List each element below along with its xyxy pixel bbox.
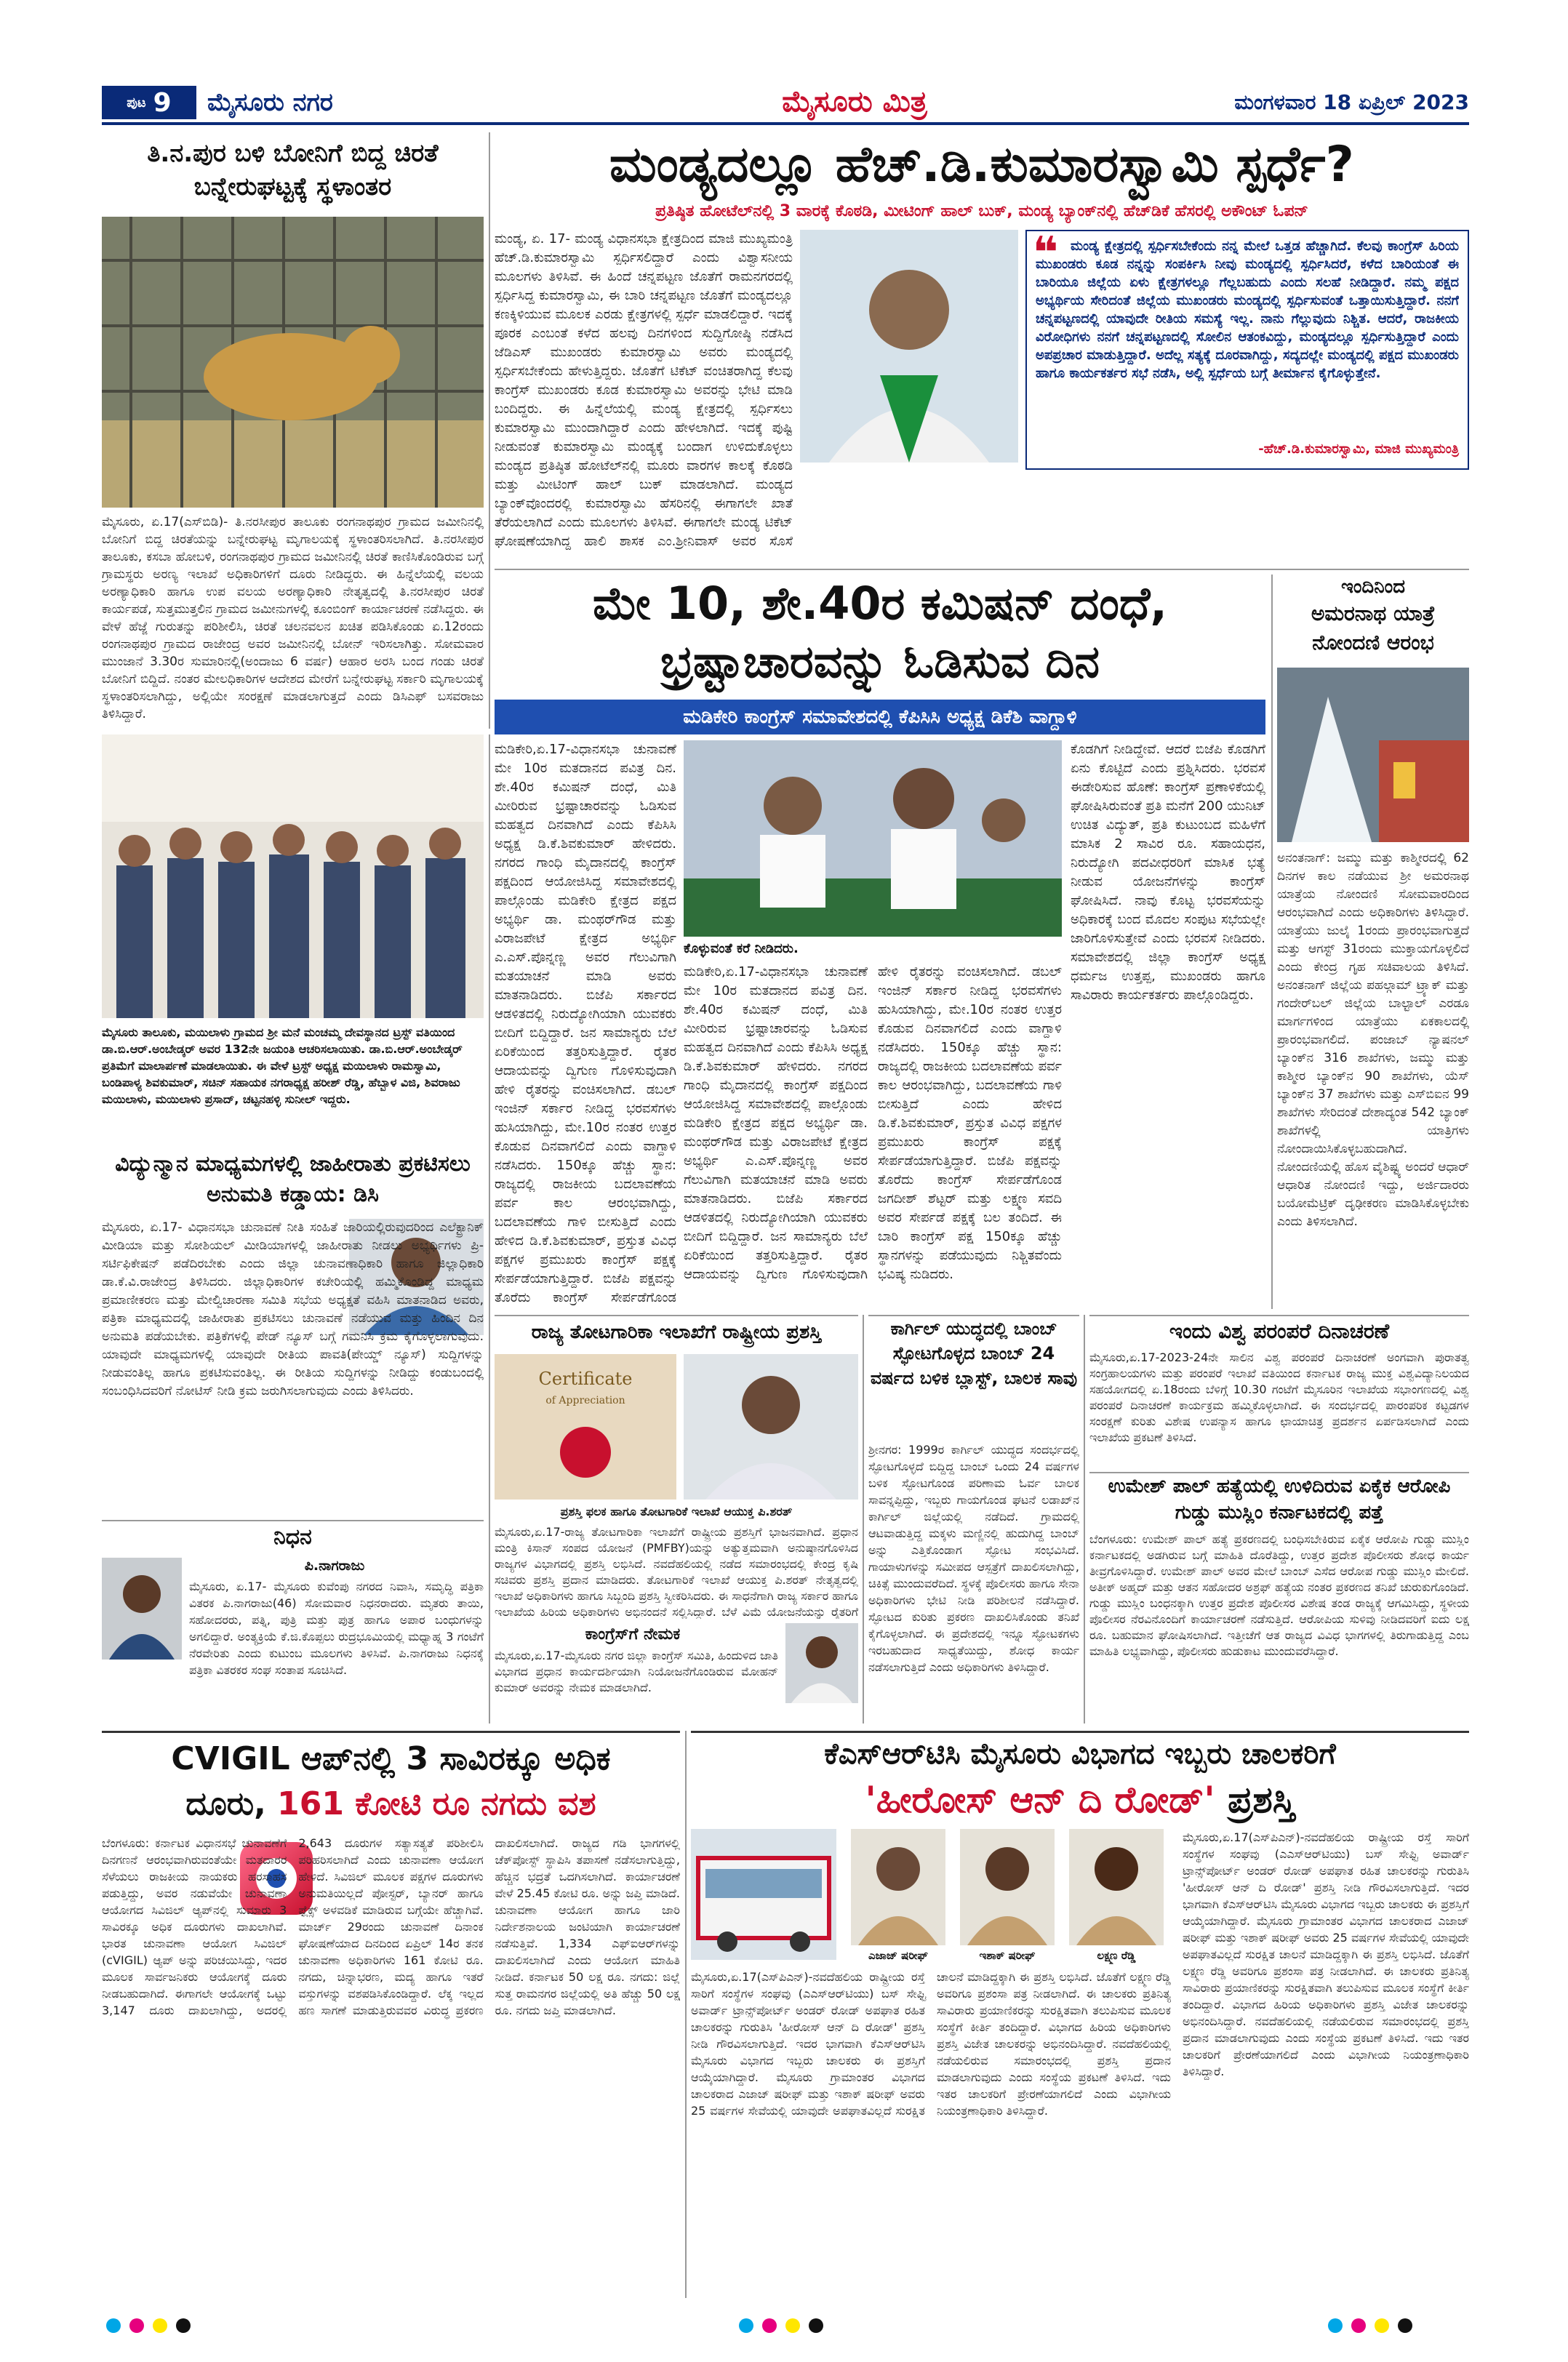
ksrtc-headline-3: ಪ್ರಶಸ್ತಿ <box>1228 1779 1295 1821</box>
page-number-box <box>102 86 196 119</box>
ksrtc-headline-row <box>691 1777 1469 1823</box>
column-rule <box>685 1731 687 2298</box>
certificate-title: Certificate <box>538 1369 633 1389</box>
dks-headline-1: ಮೇ 10, ಶೇ.40ರ ಕಮಿಷನ್ ದಂಧೆ, <box>593 577 1167 630</box>
leopard-story <box>102 132 484 729</box>
election-notice-body: ಮೈಸೂರು, ಏ.17- ವಿಧಾನಸಭಾ ಚುನಾವಣೆ ನೀತಿ ಸಂಹಿತೆ ಜಾರಿಯಲ್ಲಿರುವುದರಿಂದ ಎಲೆಕ್ಟ್ರಾನಿಕ್ ಮೀಡಿಯಾ ಮತ್ತು ಸೋಶಿಯಲ್ ಮೀಡಿಯಾಗಳಲ್ಲಿ ಜಾಹೀರಾತು ನೀಡಲು ಅಭ್ಯರ್ಥಿಗಳು ಪ್ರಿ-ಸರ್ಟಿಫಿಕೇಷನ್ ಪಡೆದಿರಬೇಕು ಎಂದು ಜಿಲ್ಲಾ ಚುನಾವಣಾಧಿಕಾರಿ ಹಾಗೂ ಜಿಲ್ಲಾಧಿಕಾರಿ ಡಾ.ಕೆ.ವಿ.ರಾಜೇಂದ್ರ ತಿಳಿಸಿದರು. ಜಿಲ್ಲಾಧಿಕಾರಿಗಳ ಕಚೇರಿಯಲ್ಲಿ ಹಮ್ಮಿಕೊಂಡಿದ್ದ ಮಾಧ್ಯಮ ಪ್ರಮಾಣೀಕರಣ ಮತ್ತು ಮೇಲ್ವಿಚಾರಣಾ ಸಮಿತಿ ಸಭೆಯ ಅಧ್ಯಕ್ಷತೆ ವಹಿಸಿ ಮಾತನಾಡಿದ ಅವರು, ಪತ್ರಿಕಾ ಮಾಧ್ಯಮದಲ್ಲಿ ಜಾಹೀರಾತು ಪ್ರಕಟಿಸಲು ಚುನಾವಣೆ ನಡೆಯುವ ಮತ್ತು ಹಿಂದಿನ ದಿನ ಅನುಮತಿ ಪಡೆಯಬೇಕು. ಪತ್ರಿಕೆಗಳಲ್ಲಿ ಪೇಡ್ ನ್ಯೂಸ್ ಬಗ್ಗೆ ಗಮನಿಸಿ ಕ್ರಮ ಕೈಗೊಳ್ಳಲಾಗುವುದು. ಯಾವುದೇ ಮಾಧ್ಯಮಗಳಲ್ಲಿ ಯಾವುದೇ ರೀತಿಯ ಪಾವತಿ(ಪೇಯ್ಡ್ ನ್ಯೂಸ್) ಸುದ್ದಿಗಳನ್ನು ನೀಡುವಂತಿಲ್ಲ ಹಾಗೂ ಪ್ರಕಟಿಸುವಂತಿಲ್ಲ. ಈ ರೀತಿಯ ಸುದ್ದಿಗಳನ್ನು ನೀಡಿದ್ದು ಕಂಡುಬಂದಲ್ಲಿ ಸಂಬಂಧಿಸಿದವರಿಗೆ ನೋಟಿಸ್ ನೀಡಿ ಕ್ರಮ ಜರುಗಿಸಲಾಗುವುದು ಎಂದು ತಿಳಿಸಿದರು. <box>102 1220 484 1398</box>
amarnath-kicker: ಇಂದಿನಿಂದ <box>1341 576 1405 598</box>
masthead-logo: ಮೈಸೂರು ಮಿತ್ರ <box>782 85 927 119</box>
leopard-headline: ತಿ.ನ.ಪುರ ಬಳಿ ಬೋನಿಗೆ ಬಿದ್ದ ಚಿರತೆ ಬನ್ನೇರುಘಟ್ಟಕ್ಕೆ ಸ್ಥಳಾಂತರ <box>147 139 439 201</box>
column-rule <box>863 1315 864 1724</box>
driver-photo-3 <box>1069 1829 1164 1945</box>
certificate-photo <box>495 1354 676 1500</box>
dks-body-left: ಮಡಿಕೇರಿ,ಏ.17-ವಿಧಾನಸಭಾ ಚುನಾವಣೆ ಮೇ 10ರ ಮತದಾನದ ಪವಿತ್ರ ದಿನ. ಶೇ.40ರ ಕಮಿಷನ್ ದಂಧೆ, ಮಿತಿ ಮೀರಿರುವ ಭ್ರಷ್ಟಾಚಾರವನ್ನು ಓಡಿಸುವ ಮಹತ್ವದ ದಿನವಾಗಿದೆ ಎಂದು ಕೆಪಿಸಿಸಿ ಅಧ್ಯಕ್ಷ ಡಿ.ಕೆ.ಶಿವಕುಮಾರ್ ಹೇಳಿದರು. ನಗರದ ಗಾಂಧಿ ಮೈದಾನದಲ್ಲಿ ಕಾಂಗ್ರೆಸ್ ಪಕ್ಷದಿಂದ ಆಯೋಜಿಸಿದ್ದ ಸಮಾವೇಶದಲ್ಲಿ ಪಾಲ್ಗೊಂಡು ಮಡಿಕೇರಿ ಕ್ಷೇತ್ರದ ಪಕ್ಷದ ಅಭ್ಯರ್ಥಿ ಡಾ. ಮಂಥರ್‌ಗೌಡ ಮತ್ತು ವಿರಾಜಪೇಟೆ ಕ್ಷೇತ್ರದ ಅಭ್ಯರ್ಥಿ ಎ.ಎಸ್.ಪೊನ್ನಣ್ಣ ಅವರ ಗೆಲುವಿಗಾಗಿ ಮತಯಾಚನೆ ಮಾಡಿ ಅವರು ಮಾತನಾಡಿದರು. ಬಿಜೆಪಿ ಸರ್ಕಾರದ ಆಡಳಿತದಲ್ಲಿ ನಿರುದ್ಯೋಗಿಯಾಗಿ ಯುವಕರು ಬೀದಿಗೆ ಬಿದ್ದಿದ್ದಾರೆ. ಜನ ಸಾಮಾನ್ಯರು ಬೆಲೆ ಏರಿಕೆಯಿಂದ ತತ್ತರಿಸುತ್ತಿದ್ದಾರೆ. ರೈತರ ಆದಾಯವನ್ನು ದ್ವಿಗುಣ ಗೊಳಿಸುವುದಾಗಿ ಹೇಳಿ ರೈತರನ್ನು ವಂಚಿಸಲಾಗಿದೆ. ಡಬಲ್ ಇಂಜಿನ್ ಸರ್ಕಾರ ನೀಡಿದ್ದ ಭರವಸೆಗಳು ಹುಸಿಯಾಗಿದ್ದು, ಮೇ.10ರ ನಂತರ ಉತ್ತರ ಕೊಡುವ ದಿನವಾಗಲಿದೆ ಎಂದು ವಾಗ್ದಾಳಿ ನಡೆಸಿದರು. 150ಕ್ಕೂ ಹೆಚ್ಚು ಸ್ಥಾನ: ರಾಜ್ಯದಲ್ಲಿ ರಾಜಕೀಯ ಬದಲಾವಣೆಯ ಪರ್ವ ಕಾಲ ಆರಂಭವಾಗಿದ್ದು, ಬದಲಾವಣೆಯ ಗಾಳಿ ಬೀಸುತ್ತಿದೆ ಎಂದು ಹೇಳಿದ ಡಿ.ಕೆ.ಶಿವಕುಮಾರ್, ಪ್ರಸ್ತುತ ವಿವಿಧ ಪಕ್ಷಗಳ ಪ್ರಮುಖರು ಕಾಂಗ್ರೆಸ್ ಪಕ್ಷಕ್ಕೆ ಸೇರ್ಪಡೆಯಾಗುತ್ತಿದ್ದಾರೆ. ಬಿಜೆಪಿ ಪಕ್ಷವನ್ನು ತೊರೆದು ಕಾಂಗ್ರೆಸ್ ಸೇರ್ಪಡೆಗೊಂಡ <box>495 742 676 1305</box>
hdk-body: ಮಂಡ್ಯ, ಏ. 17- ಮಂಡ್ಯ ವಿಧಾನಸಭಾ ಕ್ಷೇತ್ರದಿಂದ ಮಾಜಿ ಮುಖ್ಯಮಂತ್ರಿ ಹೆಚ್.ಡಿ.ಕುಮಾರಸ್ವಾಮಿ ಸ್ಪರ್ಧಿಸಲಿದ್ದಾರೆ ಎಂದು ವಿಶ್ವಾಸನೀಯ ಮೂಲಗಳು ತಿಳಿಸಿವೆ. ಈ ಹಿಂದೆ ಚನ್ನಪಟ್ಟಣ ಜೊತೆಗೆ ರಾಮನಗರದಲ್ಲಿ ಸ್ಪರ್ಧಿಸಿದ್ದ ಕುಮಾರಸ್ವಾಮಿ, ಈ ಬಾರಿ ಚನ್ನಪಟ್ಟಣ ಜೊತೆಗೆ ಮಂಡ್ಯದಲ್ಲೂ ಕಣಕ್ಕಿಳಿಯುವ ಮೂಲಕ ಎರಡು ಕ್ಷೇತ್ರಗಳಲ್ಲಿ ಸ್ಪರ್ಧೆ ಮಾಡಲಿದ್ದಾರೆ. ಇದಕ್ಕೆ ಪೂರಕ ಎಂಬಂತೆ ಕಳೆದ ಹಲವು ದಿನಗಳಿಂದ ಸುದ್ದಿಗೋಷ್ಠಿ ನಡೆಸಿದ ಜೆಡಿಎಸ್ ಮುಖಂಡರು ಕುಮಾರಸ್ವಾಮಿ ಅವರು ಮಂಡ್ಯದಲ್ಲಿ ಸ್ಪರ್ಧಿಸಬೇಕೆಂದು ಹೇಳುತ್ತಿದ್ದರು. ಜೊತೆಗೆ ಟಿಕೆಟ್ ವಂಚಿತರಾಗಿದ್ದ ಕೆಲವು ಕಾಂಗ್ರೆಸ್ ಮುಖಂಡರು ಕೂಡ ಕುಮಾರಸ್ವಾಮಿ ಅವರನ್ನು ಭೇಟಿ ಮಾಡಿ ಬಂದಿದ್ದರು. ಈ ಹಿನ್ನೆಲೆಯಲ್ಲಿ ಮಂಡ್ಯ ಕ್ಷೇತ್ರದಲ್ಲಿ ಸ್ಪರ್ಧಿಸಲು ಕುಮಾರಸ್ವಾಮಿ ಮುಂದಾಗಿದ್ದಾರೆ ಎಂದು ಹೇಳಲಾಗಿದೆ. ಇದಕ್ಕೆ ಪುಷ್ಟಿ ನೀಡುವಂತೆ ಕುಮಾರಸ್ವಾಮಿ ಮಂಡ್ಯಕ್ಕೆ ಬಂದಾಗ ಉಳಿದುಕೊಳ್ಳಲು ಮಂಡ್ಯದ ಪ್ರತಿಷ್ಠಿತ ಹೋಟೆಲ್‌ನಲ್ಲಿ ಮೂರು ವಾರಗಳ ಕಾಲಕ್ಕೆ ಕೊಠಡಿ ಮತ್ತು ಮೀಟಿಂಗ್ ಹಾಲ್ ಬುಕ್ ಮಾಡಲಾಗಿದೆ. ಮಂಡ್ಯದ ಬ್ಯಾಂಕ್‌ವೊಂದರಲ್ಲಿ ಕುಮಾರಸ್ವಾಮಿ ಹೆಸರಿನಲ್ಲಿ ಈಗಾಗಲೇ ಖಾತೆ ತೆರೆಯಲಾಗಿದೆ ಎಂದು ಮೂಲಗಳು ತಿಳಿಸಿವೆ. ಈಗಾಗಲೇ ಮಂಡ್ಯ ಟಿಕೆಟ್ ಘೋಷಣೆಯಾಗಿದ್ದ ಹಾಲಿ ಶಾಸಕ ಎಂ.ಶ್ರೀನಿವಾಸ್ ಅವರ ಸೊಸೆ <box>495 231 793 549</box>
ksrtc-story <box>691 1731 1469 2298</box>
driver-photo-1 <box>851 1829 945 1945</box>
leopard-body: ಮೈಸೂರು, ಏ.17(ಎಸ್‌ಬಿಡಿ)- ತಿ.ನರಸೀಪುರ ತಾಲೂಕು ರಂಗನಾಥಪುರ ಗ್ರಾಮದ ಜಮೀನಿನಲ್ಲಿ ಬೋನಿಗೆ ಬಿದ್ದ ಚಿರತೆಯನ್ನು ಬನ್ನೇರುಘಟ್ಟ ಮೃಗಾಲಯಕ್ಕೆ ಸ್ಥಳಾಂತರಿಸಲಾಗಿದೆ. ತಿ.ನರಸೀಪುರ ತಾಲೂಕು, ಕಸಬಾ ಹೋಬಳಿ, ರಂಗನಾಥಪುರ ಗ್ರಾಮದ ಜಮೀನಿನಲ್ಲಿ ಚಿರತೆ ಕಾಣಿಸಿಕೊಂಡಿರುವ ಬಗ್ಗೆ ಗ್ರಾಮಸ್ಥರು ಅರಣ್ಯ ಇಲಾಖೆ ಅಧಿಕಾರಿಗಳಿಗೆ ದೂರು ನೀಡಿದ್ದರು. ಈ ಹಿನ್ನೆಲೆಯಲ್ಲಿ ವಲಯ ಅರಣ್ಯಾಧಿಕಾರಿ ಹಾಗೂ ಉಪ ವಲಯ ಅರಣ್ಯಾಧಿಕಾರಿ ನೇತೃತ್ವದಲ್ಲಿ ತಿ.ನರಸೀಪುರ ಚಿರತೆ ಕಾರ್ಯಪಡೆ, ಸುತ್ತಮುತ್ತಲಿನ ಗ್ರಾಮದ ಜಮೀನುಗಳಲ್ಲಿ ಕೂಂಬಿಂಗ್ ಕಾರ್ಯಾಚರಣೆ ನಡೆಸಿದ್ದರು. ಈ ವೇಳೆ ಹೆಜ್ಜೆ ಗುರುತನ್ನು ಪರಿಶೀಲಿಸಿ, ಚಿರತೆ ಚಲನವಲನ ಖಚಿತ ಪಡಿಸಿಕೊಂಡು ಏ.12ರಂದು ರಂಗನಾಥಪುರ ಗ್ರಾಮದ ರಾಜೇಂದ್ರ ಅವರ ಜಮೀನಿನಲ್ಲಿ ಬೋನ್ ಇರಿಸಲಾಗಿತ್ತು. ಸೋಮವಾರ ಮುಂಜಾನೆ 3.30ರ ಸುಮಾರಿನಲ್ಲಿ(ಅಂದಾಜು 6 ವರ್ಷ) ಆಹಾರ ಅರಸಿ ಬಂದ ಗಂಡು ಚಿರತೆ ಬೋನಿಗೆ ಬಿದ್ದಿದೆ. ನಂತರ ಮೇಲಧಿಕಾರಿಗಳ ಆದೇಶದ ಮೇರೆಗೆ ಬನ್ನೇರುಘಟ್ಟ ಸರ್ಕಾರಿ ಮೃಗಾಲಯಕ್ಕೆ ಸ್ಥಳಾಂತರಿಸಲಾಗಿದ್ದು, ಅಲ್ಲಿಯೇ ಸಂರಕ್ಷಣೆ ಮಾಡಲಾಗುತ್ತದೆ ಎಂದು ಡಿಸಿಎಫ್ ಬಸವರಾಜು ತಿಳಿಸಿದ್ದಾರೆ. <box>102 515 484 721</box>
driver-name-3: ಲಕ್ಷ್ಮಣ ರೆಡ್ಡಿ <box>1097 1949 1136 1962</box>
appointee-photo <box>785 1623 858 1703</box>
person-photo-icon <box>1069 1829 1164 1945</box>
dks-body-middle: ಮಡಿಕೇರಿ,ಏ.17-ವಿಧಾನಸಭಾ ಚುನಾವಣೆ ಮೇ 10ರ ಮತದಾನದ ಪವಿತ್ರ ದಿನ. ಶೇ.40ರ ಕಮಿಷನ್ ದಂಧೆ, ಮಿತಿ ಮೀರಿರುವ ಭ್ರಷ್ಟಾಚಾರವನ್ನು ಓಡಿಸುವ ಮಹತ್ವದ ದಿನವಾಗಿದೆ ಎಂದು ಕೆಪಿಸಿಸಿ ಅಧ್ಯಕ್ಷ ಡಿ.ಕೆ.ಶಿವಕುಮಾರ್ ಹೇಳಿದರು. ನಗರದ ಗಾಂಧಿ ಮೈದಾನದಲ್ಲಿ ಕಾಂಗ್ರೆಸ್ ಪಕ್ಷದಿಂದ ಆಯೋಜಿಸಿದ್ದ ಸಮಾವೇಶದಲ್ಲಿ ಪಾಲ್ಗೊಂಡು ಮಡಿಕೇರಿ ಕ್ಷೇತ್ರದ ಪಕ್ಷದ ಅಭ್ಯರ್ಥಿ ಡಾ. ಮಂಥರ್‌ಗೌಡ ಮತ್ತು ವಿರಾಜಪೇಟೆ ಕ್ಷೇತ್ರದ ಅಭ್ಯರ್ಥಿ ಎ.ಎಸ್.ಪೊನ್ನಣ್ಣ ಅವರ ಗೆಲುವಿಗಾಗಿ ಮತಯಾಚನೆ ಮಾಡಿ ಅವರು ಮಾತನಾಡಿದರು. ಬಿಜೆಪಿ ಸರ್ಕಾರದ ಆಡಳಿತದಲ್ಲಿ ನಿರುದ್ಯೋಗಿಯಾಗಿ ಯುವಕರು ಬೀದಿಗೆ ಬಿದ್ದಿದ್ದಾರೆ. ಜನ ಸಾಮಾನ್ಯರು ಬೆಲೆ ಏರಿಕೆಯಿಂದ ತತ್ತರಿಸುತ್ತಿದ್ದಾರೆ. ರೈತರ ಆದಾಯವನ್ನು ದ್ವಿಗುಣ ಗೊಳಿಸುವುದಾಗಿ ಹೇಳಿ ರೈತರನ್ನು ವಂಚಿಸಲಾಗಿದೆ. ಡಬಲ್ ಇಂಜಿನ್ ಸರ್ಕಾರ ನೀಡಿದ್ದ ಭರವಸೆಗಳು ಹುಸಿಯಾಗಿದ್ದು, ಮೇ.10ರ ನಂತರ ಉತ್ತರ ಕೊಡುವ ದಿನವಾಗಲಿದೆ ಎಂದು ವಾಗ್ದಾಳಿ ನಡೆಸಿದರು. 150ಕ್ಕೂ ಹೆಚ್ಚು ಸ್ಥಾನ: ರಾಜ್ಯದಲ್ಲಿ ರಾಜಕೀಯ ಬದಲಾವಣೆಯ ಪರ್ವ ಕಾಲ ಆರಂಭವಾಗಿದ್ದು, ಬದಲಾವಣೆಯ ಗಾಳಿ ಬೀಸುತ್ತಿದೆ ಎಂದು ಹೇಳಿದ ಡಿ.ಕೆ.ಶಿವಕುಮಾರ್, ಪ್ರಸ್ತುತ ವಿವಿಧ ಪಕ್ಷಗಳ ಪ್ರಮುಖರು ಕಾಂಗ್ರೆಸ್ ಪಕ್ಷಕ್ಕೆ ಸೇರ್ಪಡೆಯಾಗುತ್ತಿದ್ದಾರೆ. ಬಿಜೆಪಿ ಪಕ್ಷವನ್ನು ತೊರೆದು ಕಾಂಗ್ರೆಸ್ ಸೇರ್ಪಡೆಗೊಂಡ ಜಗದೀಶ್ ಶೆಟ್ಟರ್ ಮತ್ತು ಲಕ್ಷ್ಮಣ ಸವದಿ ಅವರ ಸೇರ್ಪಡೆ ಪಕ್ಷಕ್ಕೆ ಬಲ ತಂದಿದೆ. ಈ ಬಾರಿ ಕಾಂಗ್ರೆಸ್ ಪಕ್ಷ 150ಕ್ಕೂ ಹೆಚ್ಚು ಸ್ಥಾನಗಳನ್ನು ಪಡೆಯುವುದು ನಿಶ್ಚಿತವೆಂದು ಭವಿಷ್ಯ ನುಡಿದರು. <box>684 964 1062 1282</box>
ksrtc-headline-2: 'ಹೀರೋಸ್ ಆನ್ ದಿ ರೋಡ್' <box>865 1779 1215 1821</box>
leopard-cage-icon <box>102 217 484 508</box>
bus-icon <box>691 1829 836 1960</box>
driver-photo-2 <box>960 1829 1055 1945</box>
cvigil-headline-red: 161 ಕೋಟಿ ರೂ ನಗದು ವಶ <box>277 1785 596 1822</box>
footer-registration <box>102 2313 1469 2342</box>
election-notice-headline: ವಿದ್ಯುನ್ಮಾನ ಮಾಧ್ಯಮಗಳಲ್ಲಿ ಜಾಹೀರಾತು ಪ್ರಕಟಿಸಲು ಅನುಮತಿ ಕಡ್ಡಾಯ: ಡಿಸಿ <box>115 1151 471 1207</box>
horticulture-headline: ರಾಜ್ಯ ತೋಟಗಾರಿಕಾ ಇಲಾಖೆಗೆ ರಾಷ್ಟ್ರೀಯ ಪ್ರಶಸ್ತಿ <box>531 1321 822 1343</box>
congress-appoint-box <box>495 1623 858 1724</box>
congress-appoint-body: ಮೈಸೂರು,ಏ.17-ಮೈಸೂರು ನಗರ ಜಿಲ್ಲಾ ಕಾಂಗ್ರೆಸ್ ಸಮಿತಿ, ಹಿಂದುಳಿದ ಜಾತಿ ವಿಭಾಗದ ಪ್ರಧಾನ ಕಾರ್ಯದರ್ಶಿಯಾಗಿ ನಿಯೋಜನೆಗೊಂಡಿರುವ ಮೋಹನ್ ಕುಮಾರ್ ಅವರನ್ನು ನೇಮಕ ಮಾಡಲಾಗಿದೆ. <box>495 1649 778 1694</box>
person-photo-icon <box>960 1829 1055 1945</box>
column-rule <box>489 132 490 729</box>
person-photo-icon <box>684 1354 858 1500</box>
section-name: ಮೈಸೂರು ನಗರ <box>207 88 333 117</box>
group-photo-block <box>102 734 484 1142</box>
obituary-heading: ನಿಧನ <box>273 1524 312 1550</box>
person-photo-icon <box>102 1558 182 1660</box>
horticulture-caption: ಪ್ರಶಸ್ತಿ ಫಲಕ ಹಾಗೂ ತೋಟಗಾರಿಕೆ ಇಲಾಖೆ ಆಯುಕ್ತ ಪಿ.ಶರತ್ <box>560 1505 793 1518</box>
election-notice-story <box>102 1149 484 1513</box>
cvigil-headline-2: ದೂರು, <box>185 1785 266 1822</box>
horticulture-body: ಮೈಸೂರು,ಏ.17-ರಾಜ್ಯ ತೋಟಗಾರಿಕಾ ಇಲಾಖೆಗೆ ರಾಷ್ಟ್ರೀಯ ಪ್ರಶಸ್ತಿಗೆ ಭಾಜನವಾಗಿದೆ. ಪ್ರಧಾನ ಮಂತ್ರಿ ಕಿಸಾನ್ ಸಂಪದ ಯೋಜನೆ (PMFBY)ಯನ್ನು ಅತ್ಯುತ್ತಮವಾಗಿ ಅನುಷ್ಠಾನಗೊಳಿಸಿದ ರಾಜ್ಯಗಳ ವಿಭಾಗದಲ್ಲಿ ಪ್ರಶಸ್ತಿ ಲಭಿಸಿದೆ. ನವದೆಹಲಿಯಲ್ಲಿ ನಡೆದ ಸಮಾರಂಭದಲ್ಲಿ ಕೇಂದ್ರ ಕೃಷಿ ಸಚಿವರು ಪ್ರಶಸ್ತಿ ಪ್ರದಾನ ಮಾಡಿದರು. ತೋಟಗಾರಿಕೆ ಇಲಾಖೆ ಆಯುಕ್ತ ಪಿ.ಶರತ್ ನೇತೃತ್ವದಲ್ಲಿ ಇಲಾಖೆ ಅಧಿಕಾರಿಗಳು ಹಾಗೂ ಸಿಬ್ಬಂದಿ ಪ್ರಶಸ್ತಿ ಸ್ವೀಕರಿಸಿದರು. ಈ ಸಾಧನೆಗಾಗಿ ರಾಜ್ಯ ಸರ್ಕಾರ ಹಾಗೂ ಇಲಾಖೆಯ ಹಿರಿಯ ಅಧಿಕಾರಿಗಳು ಅಭಿನಂದನೆ ಸಲ್ಲಿಸಿದ್ದಾರೆ. ಬೆಳೆ ವಿಮೆ ಯೋಜನೆಯನ್ನು ರೈತರಿಗೆ <box>495 1525 858 1619</box>
heritage-story <box>1089 1315 1469 1468</box>
dks-band: ಮಡಿಕೇರಿ ಕಾಂಗ್ರೆಸ್ ಸಮಾವೇಶದಲ್ಲಿ ಕೆಪಿಸಿಸಿ ಅಧ್ಯಕ್ಷ ಡಿಕೆಶಿ ವಾಗ್ದಾಳಿ <box>495 700 1265 734</box>
page-label: ಪುಟ <box>127 95 146 111</box>
quote-mark-icon: ❝ <box>1033 230 1059 279</box>
kargil-story <box>868 1315 1079 1724</box>
color-dots-left <box>102 2318 247 2336</box>
congress-appoint-headline: ಕಾಂಗ್ರೆಸ್‌ಗೆ ನೇಮಕ <box>585 1625 681 1644</box>
hdk-headline: ಮಂಡ್ಯದಲ್ಲೂ ಹೆಚ್.ಡಿ.ಕುಮಾರಸ್ವಾಮಿ ಸ್ಪರ್ಧೆ? <box>609 136 1354 193</box>
amarnath-body: ಅನಂತನಾಗ್: ಜಮ್ಮು ಮತ್ತು ಕಾಶ್ಮೀರದಲ್ಲಿ 62 ದಿನಗಳ ಕಾಲ ನಡೆಯುವ ಶ್ರೀ ಅಮರನಾಥ ಯಾತ್ರೆಯ ನೋಂದಣಿ ಸೋಮವಾರದಿಂದ ಆರಂಭವಾಗಿದೆ ಎಂದು ಅಧಿಕಾರಿಗಳು ತಿಳಿಸಿದ್ದಾರೆ. ಯಾತ್ರೆಯು ಜುಲೈ 1ರಂದು ಪ್ರಾರಂಭವಾಗುತ್ತದೆ ಮತ್ತು ಆಗಸ್ಟ್ 31ರಂದು ಮುಕ್ತಾಯಗೊಳ್ಳಲಿದೆ ಎಂದು ಕೇಂದ್ರ ಗೃಹ ಸಚಿವಾಲಯ ತಿಳಿಸಿದೆ. ಅನಂತನಾಗ್ ಜಿಲ್ಲೆಯ ಪಹಲ್ಗಾಮ್ ಟ್ರ್ಯಾಕ್ ಮತ್ತು ಗಂದೇರ್‌ಬಲ್ ಜಿಲ್ಲೆಯ ಬಾಲ್ಟಾಲ್ ಎರಡೂ ಮಾರ್ಗಗಳಿಂದ ಯಾತ್ರೆಯು ಏಕಕಾಲದಲ್ಲಿ ಪ್ರಾರಂಭವಾಗಲಿದೆ. ಪಂಜಾಬ್ ನ್ಯಾಷನಲ್ ಬ್ಯಾಂಕ್‌ನ 316 ಶಾಖೆಗಳು, ಜಮ್ಮು ಮತ್ತು ಕಾಶ್ಮೀರ ಬ್ಯಾಂಕ್‌ನ 90 ಶಾಖೆಗಳು, ಯೆಸ್ ಬ್ಯಾಂಕ್‌ನ 37 ಶಾಖೆಗಳು ಮತ್ತು ಎಸ್‌ಬಿಐನ 99 ಶಾಖೆಗಳು ಸೇರಿದಂತೆ ದೇಶಾದ್ಯಂತ 542 ಬ್ಯಾಂಕ್ ಶಾಖೆಗಳಲ್ಲಿ ಯಾತ್ರಿಗಳು ನೋಂದಾಯಿಸಿಕೊಳ್ಳಬಹುದಾಗಿದೆ. ನೋಂದಣಿಯಲ್ಲಿ ಹೊಸ ವೈಶಿಷ್ಟ್ಯ ಅಂದರೆ ಆಧಾರ್ ಆಧಾರಿತ ನೋಂದಣಿ ಇದ್ದು, ಅರ್ಜಿದಾರರು ಬಯೋಮೆಟ್ರಿಕ್ ದೃಢೀಕರಣ ಮಾಡಿಸಿಕೊಳ್ಳಬೇಕು ಎಂದು ತಿಳಿಸಲಾಗಿದೆ. <box>1277 851 1469 1229</box>
leopard-photo <box>102 217 484 508</box>
obituary-name: ಪಿ.ನಾಗರಾಜು <box>304 1558 365 1574</box>
cvigil-story <box>102 1731 680 2298</box>
ksrtc-headline-1: ಕೆಎಸ್‌ಆರ್‌ಟಿಸಿ ಮೈಸೂರು ವಿಭಾಗದ ಇಬ್ಬರು ಚಾಲಕರಿಗೆ <box>824 1737 1336 1771</box>
column-rule <box>489 734 490 1724</box>
hdk-photo <box>800 230 1018 463</box>
obituary-story <box>102 1520 484 1724</box>
color-dots-right <box>1324 2318 1469 2336</box>
cvigil-body: ಬೆಂಗಳೂರು: ಕರ್ನಾಟಕ ವಿಧಾನಸಭೆ ಚುನಾವಣೆಗೆ ದಿನಗಣನೆ ಆರಂಭವಾಗಿರುವಂತೆಯೇ ಮತದಾರರ ಸೆಳೆಯಲು ರಾಜಕೀಯ ನಾಯಕರು ಹರಸಾಹಸ ಪಡುತ್ತಿದ್ದು, ಅವರ ನಡುವೆಯೇ ಚುನಾವಣಾ ಆಯೋಗದ ಸಿವಿಜಿಲ್ ಆ್ಯಪ್‌ನಲ್ಲಿ ಸುಮಾರು 3 ಸಾವಿರಕ್ಕೂ ಅಧಿಕ ದೂರುಗಳು ದಾಖಲಾಗಿವೆ. ಭಾರತ ಚುನಾವಣಾ ಆಯೋಗ ಸಿವಿಜಿಲ್ (cVIGIL) ಆ್ಯಪ್ ಅನ್ನು ಪರಿಚಯಿಸಿದ್ದು, ಇದರ ಮೂಲಕ ಸಾರ್ವಜನಿಕರು ಆಯೋಗಕ್ಕೆ ದೂರು ನೀಡಬಹುದಾಗಿದೆ. ಈಗಾಗಲೇ ಆಯೋಗಕ್ಕೆ ಒಟ್ಟು 3,147 ದೂರು ದಾಖಲಾಗಿದ್ದು, ಅದರಲ್ಲಿ 2,643 ದೂರುಗಳ ಸತ್ಯಾಸತ್ಯತೆ ಪರಿಶೀಲಿಸಿ ಪರಿಹರಿಸಲಾಗಿದೆ ಎಂದು ಚುನಾವಣಾ ಆಯೋಗ ಹೇಳಿದೆ. ಸಿವಿಜಿಲ್ ಮೂಲಕ ಪಕ್ಷಗಳ ದೂರುಗಳು ಅನುಮತಿಯಿಲ್ಲದೆ ಪೋಸ್ಟರ್, ಬ್ಯಾನರ್ ಹಾಗೂ ಫ್ಲೆಕ್ಸ್ ಅಳವಡಿಕೆ ಮಾಡಿರುವ ಬಗ್ಗೆಯೇ ಹೆಚ್ಚಾಗಿವೆ. ಮಾರ್ಚ್ 29ರಂದು ಚುನಾವಣೆ ದಿನಾಂಕ ಘೋಷಣೆಯಾದ ದಿನದಿಂದ ಏಪ್ರಿಲ್ 14ರ ತನಕ ಚುನಾವಣಾ ಅಧಿಕಾರಿಗಳು 161 ಕೋಟಿ ರೂ. ನಗದು, ಚಿನ್ನಾಭರಣ, ಮದ್ಯ ಹಾಗೂ ಇತರೆ ವಸ್ತುಗಳನ್ನು ವಶಪಡಿಸಿಕೊಂಡಿದ್ದಾರೆ. ಲೆಕ್ಕ ಇಲ್ಲದ ಹಣ ಸಾಗಣೆ ಮಾಡುತ್ತಿರುವವರ ವಿರುದ್ಧ ಪ್ರಕರಣ ದಾಖಲಿಸಲಾಗಿದೆ. ರಾಜ್ಯದ ಗಡಿ ಭಾಗಗಳಲ್ಲಿ ಚೆಕ್‌ಪೋಸ್ಟ್ ಸ್ಥಾಪಿಸಿ ತಪಾಸಣೆ ನಡೆಸಲಾಗುತ್ತಿದ್ದು, ಹೆಚ್ಚಿನ ಭದ್ರತೆ ಒದಗಿಸಲಾಗಿದೆ. ಕಾರ್ಯಾಚರಣೆ ವೇಳೆ 25.45 ಕೋಟಿ ರೂ. ಅನ್ನು ಜಪ್ತಿ ಮಾಡಿದೆ. ಚುನಾವಣಾ ಆಯೋಗ ಹಾಗೂ ಜಾರಿ ನಿರ್ದೇಶನಾಲಯ ಜಂಟಿಯಾಗಿ ಕಾರ್ಯಾಚರಣೆ ನಡೆಸುತ್ತಿವೆ. 1,334 ಎಫ್‌ಐಆರ್‌ಗಳನ್ನು ದಾಖಲಿಸಲಾಗಿದೆ ಎಂದು ಆಯೋಗ ಮಾಹಿತಿ ನೀಡಿದೆ. ಕರ್ನಾಟಕ 50 ಲಕ್ಷ ರೂ. ನಗದು: ಜಿಲ್ಲೆ ಸುತ್ತ ರಾಮನಗರ ಜಿಲ್ಲೆಯಲ್ಲಿ ಅತಿ ಹೆಚ್ಚು 50 ಲಕ್ಷ ರೂ. ನಗದು ಜಪ್ತಿ ಮಾಡಲಾಗಿದೆ. <box>102 1836 680 2017</box>
hdk-quote-credit: -ಹೆಚ್.ಡಿ.ಕುಮಾರಸ್ವಾಮಿ, ಮಾಜಿ ಮುಖ್ಯಮಂತ್ರಿ <box>1258 441 1459 457</box>
driver-name-1: ಎಜಾಜ್ ಷರೀಫ್ <box>868 1949 929 1962</box>
cvigil-headline-1: CVIGIL ಆಪ್‌ನಲ್ಲಿ 3 ಸಾವಿರಕ್ಕೂ ಅಧಿಕ <box>171 1740 611 1777</box>
bus-photo <box>691 1829 836 1960</box>
rally-photo-icon <box>684 740 1062 937</box>
amarnath-headline: ಅಮರನಾಥ ಯಾತ್ರೆ ನೋಂದಣಿ ಆರಂಭ <box>1311 601 1436 654</box>
person-photo-icon <box>851 1829 945 1945</box>
amarnath-photo <box>1277 668 1469 842</box>
section-rule <box>495 569 1469 570</box>
dks-headline-2: ಭ್ರಷ್ಟಾಚಾರವನ್ನು ಓಡಿಸುವ ದಿನ <box>660 635 1100 688</box>
color-dots-center <box>735 2318 880 2336</box>
ksrtc-body: ಮೈಸೂರು,ಏ.17(ಎಸ್‌ಪಿಎನ್)-ನವದೆಹಲಿಯ ರಾಷ್ಟ್ರೀಯ ರಸ್ತೆ ಸಾರಿಗೆ ಸಂಸ್ಥೆಗಳ ಸಂಘವು (ಎಎಸ್‌ಆರ್‌ಟಿಯು) ಬಸ್ ಸೇಫ್ಟಿ ಅವಾರ್ಡ್ ಟ್ರಾನ್ಸ್‌ಪೋರ್ಟ್ ಅಂಡರ್ ರೋಡ್ ಅಪಘಾತ ರಹಿತ ಚಾಲಕರನ್ನು ಗುರುತಿಸಿ 'ಹೀರೋಸ್ ಆನ್ ದಿ ರೋಡ್' ಪ್ರಶಸ್ತಿ ನೀಡಿ ಗೌರವಿಸಲಾಗುತ್ತಿದೆ. ಇದರ ಭಾಗವಾಗಿ ಕೆಎಸ್‌ಆರ್‌ಟಿಸಿ ಮೈಸೂರು ವಿಭಾಗದ ಇಬ್ಬರು ಚಾಲಕರು ಈ ಪ್ರಶಸ್ತಿಗೆ ಆಯ್ಕೆಯಾಗಿದ್ದಾರೆ. ಮೈಸೂರು ಗ್ರಾಮಾಂತರ ವಿಭಾಗದ ಚಾಲಕರಾದ ಎಜಾಜ್ ಷರೀಫ್ ಮತ್ತು ಇಶಾಕ್ ಷರೀಫ್ ಅವರು 25 ವರ್ಷಗಳ ಸೇವೆಯಲ್ಲಿ ಯಾವುದೇ ಅಪಘಾತವಿಲ್ಲದೆ ಸುರಕ್ಷಿತ ಚಾಲನೆ ಮಾಡಿದ್ದಕ್ಕಾಗಿ ಈ ಪ್ರಶಸ್ತಿ ಲಭಿಸಿದೆ. ಜೊತೆಗೆ ಲಕ್ಷ್ಮಣ ರೆಡ್ಡಿ ಅವರಿಗೂ ಪ್ರಶಂಸಾ ಪತ್ರ ನೀಡಲಾಗಿದೆ. ಈ ಚಾಲಕರು ಪ್ರತಿನಿತ್ಯ ಸಾವಿರಾರು ಪ್ರಯಾಣಿಕರನ್ನು ಸುರಕ್ಷಿತವಾಗಿ ತಲುಪಿಸುವ ಮೂಲಕ ಸಂಸ್ಥೆಗೆ ಕೀರ್ತಿ ತಂದಿದ್ದಾರೆ. ವಿಭಾಗದ ಹಿರಿಯ ಅಧಿಕಾರಿಗಳು ಪ್ರಶಸ್ತಿ ವಿಜೇತ ಚಾಲಕರನ್ನು ಅಭಿನಂದಿಸಿದ್ದಾರೆ. ನವದೆಹಲಿಯಲ್ಲಿ ನಡೆಯಲಿರುವ ಸಮಾರಂಭದಲ್ಲಿ ಪ್ರಶಸ್ತಿ ಪ್ರದಾನ ಮಾಡಲಾಗುವುದು ಎಂದು ಸಂಸ್ಥೆಯ ಪ್ರಕಟಣೆ ತಿಳಿಸಿದೆ. ಇದು ಇತರ ಚಾಲಕರಿಗೆ ಪ್ರೇರಣೆಯಾಗಲಿದೆ ಎಂದು ವಿಭಾಗೀಯ ನಿಯಂತ್ರಣಾಧಿಕಾರಿ ತಿಳಿಸಿದ್ದಾರೆ. <box>691 1970 1171 2118</box>
page-header <box>0 0 1568 127</box>
hdk-subhead: ಪ್ರತಿಷ್ಠಿತ ಹೋಟೆಲ್‌ನಲ್ಲಿ 3 ವಾರಕ್ಕೆ ಕೊಠಡಿ, ಮೀಟಿಂಗ್ ಹಾಲ್ ಬುಕ್, ಮಂಡ್ಯ ಬ್ಯಾಂಕ್‌ನಲ್ಲಿ ಹೆಚ್‌ಡಿಕೆ ಹೆಸರಲ್ಲಿ ಅಕೌಂಟ್ ಓಪನ್ <box>655 202 1308 220</box>
person-photo-icon <box>785 1623 858 1703</box>
header-rule <box>102 122 1469 125</box>
kargil-headline: ಕಾರ್ಗಿಲ್ ಯುದ್ಧದಲ್ಲಿ ಬಾಂಬ್ ಸ್ಫೋಟಗೊಳ್ಳದ ಬಾಂಬ್ 24 ವರ್ಷದ ಬಳಿಕ ಬ್ಲಾಸ್ಟ್, ಬಾಲಕ ಸಾವು <box>870 1318 1078 1388</box>
umesh-story <box>1089 1472 1469 1724</box>
hdk-quote-box <box>1025 230 1469 470</box>
group-photo <box>102 734 484 1018</box>
issue-date: ಮಂಗಳವಾರ 18 ಏಪ್ರಿಲ್ 2023 <box>1234 90 1469 114</box>
horticulture-story <box>495 1315 858 1724</box>
dks-photo-caption: ಕೊಳ್ಳುವಂತೆ ಕರೆ ನೀಡಿದರು. <box>684 941 799 956</box>
hdk-body-continued <box>800 471 1469 566</box>
hdk-quote: ಮಂಡ್ಯ ಕ್ಷೇತ್ರದಲ್ಲಿ ಸ್ಪರ್ಧಿಸಬೇಕೆಂದು ನನ್ನ ಮೇಲೆ ಒತ್ತಡ ಹೆಚ್ಚಾಗಿದೆ. ಕೆಲವು ಕಾಂಗ್ರೆಸ್ ಹಿರಿಯ ಮುಖಂಡರು ಕೂಡ ನನ್ನನ್ನು ಸಂಪರ್ಕಿಸಿ ನೀವು ಮಂಡ್ಯದಲ್ಲಿ ಸ್ಪರ್ಧಿಸಿದರೆ, ಕಳೆದ ಬಾರಿಯಂತೆ ಈ ಬಾರಿಯೂ ಜಿಲ್ಲೆಯ ಏಳು ಕ್ಷೇತ್ರಗಳಲ್ಲೂ ಗೆಲ್ಲಬಹುದು ಎಂದು ಸಲಹೆ ನೀಡಿದ್ದಾರೆ. ನಮ್ಮ ಪಕ್ಷದ ಅಭ್ಯರ್ಥಿಯ ಸೇರಿದಂತೆ ಜಿಲ್ಲೆಯ ಮುಖಂಡರು ಮಂಡ್ಯದಲ್ಲಿ ಸ್ಪರ್ಧಿಸುವಂತೆ ಒತ್ತಾಯಿಸುತ್ತಿದ್ದಾರೆ. ನನಗೆ ಚನ್ನಪಟ್ಟಣದಲ್ಲಿ ಯಾವುದೇ ರೀತಿಯ ಸಮಸ್ಯೆ ಇಲ್ಲ. ನಾನು ಗೆಲ್ಲುವುದು ನಿಶ್ಚಿತ. ಆದರೆ, ರಾಜಕೀಯ ವಿರೋಧಿಗಳು ನನಗೆ ಚನ್ನಪಟ್ಟಣದಲ್ಲಿ ಸೋಲಿನ ಆತಂಕವಿದ್ದು, ಮಂಡ್ಯದಲ್ಲೂ ಸ್ಪರ್ಧಿಸುತ್ತಿದ್ದಾರೆ ಎಂದು ಅಪಪ್ರಚಾರ ಮಾಡುತ್ತಿದ್ದಾರೆ. ಅದೆಲ್ಲ ಸತ್ಯಕ್ಕೆ ದೂರವಾಗಿದ್ದು, ಸದ್ಯದಲ್ಲೇ ಮಂಡ್ಯದಲ್ಲಿ ಪಕ್ಷದ ಮುಖಂಡರು ಹಾಗೂ ಕಾರ್ಯಕರ್ತರ ಸಭೆ ನಡೆಸಿ, ಅಲ್ಲಿ ಸ್ಪರ್ಧೆಯ ಬಗ್ಗೆ ತೀರ್ಮಾನ ಕೈಗೊಳ್ಳುತ್ತೇನೆ. <box>1036 239 1459 381</box>
driver-name-2: ಇಶಾಕ್ ಷರೀಫ್ <box>979 1949 1036 1962</box>
hdk-story <box>495 132 1469 569</box>
group-photo-caption: ಮೈಸೂರು ತಾಲೂಕು, ಮಯಿಲಾಳು ಗ್ರಾಮದ ಶ್ರೀ ಮನೆ ಮಂಚಮ್ಮ ದೇವಸ್ಥಾನದ ಟ್ರಸ್ಟ್ ವತಿಯಿಂದ ಡಾ.ಬಿ.ಆರ್.ಅಂಬೇಡ್ಕರ್ ಅವರ 132ನೇ ಜಯಂತಿ ಆಚರಿಸಲಾಯಿತು. ಡಾ.ಬಿ.ಆರ್.ಅಂಬೇಡ್ಕರ್ ಪ್ರತಿಮೆಗೆ ಮಾಲಾರ್ಪಣೆ ಮಾಡಲಾಯಿತು. ಈ ವೇಳೆ ಟ್ರಸ್ಟ್ ಅಧ್ಯಕ್ಷ ಮಯಿಲಾಳು ರಾಮಸ್ವಾಮಿ, ಬಂಡಿಪಾಳ್ಯ ಶಿವಕುಮಾರ್, ಸಚಿನ್ ಸಹಾಯಕ ನಗರಾಧ್ಯಕ್ಷ ಹರೀಶ್ ರೆಡ್ಡಿ, ಹೆಬ್ಬಾಳ ವಿಜಿ, ಶಿವರಾಜು ಮಯಿಲಾಳು, ಮಯಿಲಾಳು ಪ್ರಸಾದ್, ಚಟ್ಟನಹಳ್ಳಿ ಸುನೀಲ್ ಇದ್ದರು. <box>102 1025 463 1106</box>
heritage-body: ಮೈಸೂರು,ಏ.17-2023-24ನೇ ಸಾಲಿನ ವಿಶ್ವ ಪರಂಪರೆ ದಿನಾಚರಣೆ ಅಂಗವಾಗಿ ಪುರಾತತ್ವ ಸಂಗ್ರಹಾಲಯಗಳು ಮತ್ತು ಪರಂಪರೆ ಇಲಾಖೆ ವತಿಯಿಂದ ಕರ್ನಾಟಕ ರಾಜ್ಯ ಮುಕ್ತ ವಿಶ್ವವಿದ್ಯಾನಿಲಯದ ಸಹಯೋಗದಲ್ಲಿ ಏ.18ರಂದು ಬೆಳಿಗ್ಗೆ 10.30 ಗಂಟೆಗೆ ಮೈಸೂರಿನ ಇಲಾಖೆಯ ಸಭಾಂಗಣದಲ್ಲಿ ವಿಶ್ವ ಪರಂಪರೆ ದಿನಾಚರಣೆ ಕಾರ್ಯಕ್ರಮ ಹಮ್ಮಿಕೊಳ್ಳಲಾಗಿದೆ. ಈ ಸಂದರ್ಭದಲ್ಲಿ ಪಾರಂಪರಿಕ ಕಟ್ಟಡಗಳ ಸಂರಕ್ಷಣೆ ಕುರಿತು ವಿಶೇಷ ಉಪನ್ಯಾಸ ಹಾಗೂ ಛಾಯಾಚಿತ್ರ ಪ್ರದರ್ಶನ ಏರ್ಪಡಿಸಲಾಗಿದೆ ಎಂದು ಇಲಾಖೆಯ ಪ್ರಕಟಣೆ ತಿಳಿಸಿದೆ. <box>1089 1350 1469 1444</box>
column-rule <box>1271 575 1273 1309</box>
commissioner-photo <box>684 1354 858 1500</box>
heritage-headline: ಇಂದು ವಿಶ್ವ ಪರಂಪರೆ ದಿನಾಚರಣೆ <box>1169 1319 1390 1343</box>
dks-photo <box>684 740 1062 937</box>
dks-body-right: ಕೊಡಗಿಗೆ ನೀಡಿದ್ದೇವೆ. ಆದರೆ ಬಿಜೆಪಿ ಕೊಡಗಿಗೆ ಏನು ಕೊಟ್ಟಿದೆ ಎಂದು ಪ್ರಶ್ನಿಸಿದರು. ಭರವಸೆ ಈಡೇರಿಸುವ ಹೊಣೆ: ಕಾಂಗ್ರೆಸ್ ಪ್ರಣಾಳಿಕೆಯಲ್ಲಿ ಘೋಷಿಸಿರುವಂತೆ ಪ್ರತಿ ಮನೆಗೆ 200 ಯುನಿಟ್ ಉಚಿತ ವಿದ್ಯುತ್, ಪ್ರತಿ ಕುಟುಂಬದ ಮಹಿಳೆಗೆ ಮಾಸಿಕ 2 ಸಾವಿರ ರೂ. ಸಹಾಯಧನ, ನಿರುದ್ಯೋಗಿ ಪದವೀಧರರಿಗೆ ಮಾಸಿಕ ಭತ್ಯೆ ನೀಡುವ ಯೋಜನೆಗಳನ್ನು ಕಾಂಗ್ರೆಸ್ ಘೋಷಿಸಿದೆ. ನಾವು ಕೊಟ್ಟ ಭರವಸೆಯನ್ನು ಅಧಿಕಾರಕ್ಕೆ ಬಂದ ಮೊದಲ ಸಂಪುಟ ಸಭೆಯಲ್ಲೇ ಜಾರಿಗೊಳಿಸುತ್ತೇವೆ ಎಂದು ಭರವಸೆ ನೀಡಿದರು. ಸಮಾವೇಶದಲ್ಲಿ ಜಿಲ್ಲಾ ಕಾಂಗ್ರೆಸ್ ಅಧ್ಯಕ್ಷ ಧರ್ಮಜ ಉತ್ತಪ್ಪ, ಮುಖಂಡರು ಹಾಗೂ ಸಾವಿರಾರು ಕಾರ್ಯಕರ್ತರು ಪಾಲ್ಗೊಂಡಿದ್ದರು. <box>1071 742 1265 1003</box>
award-rose-icon <box>560 1427 611 1478</box>
umesh-headline: ಉಮೇಶ್ ಪಾಲ್ ಹತ್ಯೆಯಲ್ಲಿ ಉಳಿದಿರುವ ಏಕೈಕ ಆರೋಪಿ ಗುಡ್ಡು ಮುಸ್ಲಿಂ ಕರ್ನಾಟಕದಲ್ಲಿ ಪತ್ತೆ <box>1108 1476 1451 1524</box>
page-number: 9 <box>153 87 172 118</box>
obituary-photo <box>102 1558 182 1660</box>
amarnath-story <box>1277 575 1469 1309</box>
obituary-body: ಮೈಸೂರು, ಏ.17- ಮೈಸೂರು ಕುವೆಂಪು ನಗರದ ನಿವಾಸಿ, ಸಮೃದ್ಧಿ ಪತ್ರಿಕಾ ವಿತರಕ ಪಿ.ನಾಗರಾಜು(46) ಸೋಮವಾರ ನಿಧನರಾದರು. ಮೃತರು ತಾಯಿ, ಸಹೋದರರು, ಪತ್ನಿ, ಪುತ್ರಿ ಮತ್ತು ಪುತ್ರ ಹಾಗೂ ಅಪಾರ ಬಂಧುಗಳನ್ನು ಅಗಲಿದ್ದಾರೆ. ಅಂತ್ಯಕ್ರಿಯೆ ಕೆ.ಜಿ.ಕೊಪ್ಪಲು ರುದ್ರಭೂಮಿಯಲ್ಲಿ ಮಧ್ಯಾಹ್ನ 3 ಗಂಟೆಗೆ ನೆರವೇರಿತು ಎಂದು ಕುಟುಂಬ ಮೂಲಗಳು ತಿಳಿಸಿವೆ. ಪಿ.ನಾಗರಾಜು ನಿಧನಕ್ಕೆ ಪತ್ರಿಕಾ ವಿತರಕರ ಸಂಘ ಸಂತಾಪ ಸೂಚಿಸಿದೆ. <box>189 1580 484 1677</box>
pilgrims-photo-icon <box>1277 668 1469 842</box>
ksrtc-body-right: ಮೈಸೂರು,ಏ.17(ಎಸ್‌ಪಿಎನ್)-ನವದೆಹಲಿಯ ರಾಷ್ಟ್ರೀಯ ರಸ್ತೆ ಸಾರಿಗೆ ಸಂಸ್ಥೆಗಳ ಸಂಘವು (ಎಎಸ್‌ಆರ್‌ಟಿಯು) ಬಸ್ ಸೇಫ್ಟಿ ಅವಾರ್ಡ್ ಟ್ರಾನ್ಸ್‌ಪೋರ್ಟ್ ಅಂಡರ್ ರೋಡ್ ಅಪಘಾತ ರಹಿತ ಚಾಲಕರನ್ನು ಗುರುತಿಸಿ 'ಹೀರೋಸ್ ಆನ್ ದಿ ರೋಡ್' ಪ್ರಶಸ್ತಿ ನೀಡಿ ಗೌರವಿಸಲಾಗುತ್ತಿದೆ. ಇದರ ಭಾಗವಾಗಿ ಕೆಎಸ್‌ಆರ್‌ಟಿಸಿ ಮೈಸೂರು ವಿಭಾಗದ ಇಬ್ಬರು ಚಾಲಕರು ಈ ಪ್ರಶಸ್ತಿಗೆ ಆಯ್ಕೆಯಾಗಿದ್ದಾರೆ. ಮೈಸೂರು ಗ್ರಾಮಾಂತರ ವಿಭಾಗದ ಚಾಲಕರಾದ ಎಜಾಜ್ ಷರೀಫ್ ಮತ್ತು ಇಶಾಕ್ ಷರೀಫ್ ಅವರು 25 ವರ್ಷಗಳ ಸೇವೆಯಲ್ಲಿ ಯಾವುದೇ ಅಪಘಾತವಿಲ್ಲದೆ ಸುರಕ್ಷಿತ ಚಾಲನೆ ಮಾಡಿದ್ದಕ್ಕಾಗಿ ಈ ಪ್ರಶಸ್ತಿ ಲಭಿಸಿದೆ. ಜೊತೆಗೆ ಲಕ್ಷ್ಮಣ ರೆಡ್ಡಿ ಅವರಿಗೂ ಪ್ರಶಂಸಾ ಪತ್ರ ನೀಡಲಾಗಿದೆ. ಈ ಚಾಲಕರು ಪ್ರತಿನಿತ್ಯ ಸಾವಿರಾರು ಪ್ರಯಾಣಿಕರನ್ನು ಸುರಕ್ಷಿತವಾಗಿ ತಲುಪಿಸುವ ಮೂಲಕ ಸಂಸ್ಥೆಗೆ ಕೀರ್ತಿ ತಂದಿದ್ದಾರೆ. ವಿಭಾಗದ ಹಿರಿಯ ಅಧಿಕಾರಿಗಳು ಪ್ರಶಸ್ತಿ ವಿಜೇತ ಚಾಲಕರನ್ನು ಅಭಿನಂದಿಸಿದ್ದಾರೆ. ನವದೆಹಲಿಯಲ್ಲಿ ನಡೆಯಲಿರುವ ಸಮಾರಂಭದಲ್ಲಿ ಪ್ರಶಸ್ತಿ ಪ್ರದಾನ ಮಾಡಲಾಗುವುದು ಎಂದು ಸಂಸ್ಥೆಯ ಪ್ರಕಟಣೆ ತಿಳಿಸಿದೆ. ಇದು ಇತರ ಚಾಲಕರಿಗೆ ಪ್ರೇರಣೆಯಾಗಲಿದೆ ಎಂದು ವಿಭಾಗೀಯ ನಿಯಂತ್ರಣಾಧಿಕಾರಿ ತಿಳಿಸಿದ್ದಾರೆ. <box>1183 1830 1469 2078</box>
column-rule <box>1084 1315 1085 1724</box>
umesh-body: ಬೆಂಗಳೂರು: ಉಮೇಶ್ ಪಾಲ್ ಹತ್ಯೆ ಪ್ರಕರಣದಲ್ಲಿ ಬಂಧಿಸಬೇಕಿರುವ ಏಕೈಕ ಆರೋಪಿ ಗುಡ್ಡು ಮುಸ್ಲಿಂ ಕರ್ನಾಟಕದಲ್ಲಿ ಅಡಗಿರುವ ಬಗ್ಗೆ ಮಾಹಿತಿ ದೊರೆತಿದ್ದು, ಉತ್ತರ ಪ್ರದೇಶ ಪೊಲೀಸರು ಶೋಧ ಕಾರ್ಯ ತೀವ್ರಗೊಳಿಸಿದ್ದಾರೆ. ಉಮೇಶ್ ಪಾಲ್ ಅವರ ಮೇಲೆ ಬಾಂಬ್ ಎಸೆದ ಆರೋಪ ಗುಡ್ಡು ಮುಸ್ಲಿಂ ಮೇಲಿದೆ. ಅತೀಕ್ ಅಹ್ಮದ್ ಮತ್ತು ಆತನ ಸಹೋದರ ಅಶ್ರಫ್ ಹತ್ಯೆಯ ನಂತರ ಪ್ರಕರಣದ ತನಿಖೆ ಚುರುಕುಗೊಂಡಿದೆ. ಗುಡ್ಡು ಮುಸ್ಲಿಂ ಬಂಧನಕ್ಕಾಗಿ ಉತ್ತರ ಪ್ರದೇಶ ಪೊಲೀಸರ ವಿಶೇಷ ತಂಡ ರಾಜ್ಯಕ್ಕೆ ಆಗಮಿಸಿದ್ದು, ಸ್ಥಳೀಯ ಪೊಲೀಸರ ನೆರವಿನೊಂದಿಗೆ ಕಾರ್ಯಾಚರಣೆ ನಡೆಸುತ್ತಿದೆ. ಆರೋಪಿಯ ಸುಳಿವು ನೀಡಿದವರಿಗೆ ಐದು ಲಕ್ಷ ರೂ. ಬಹುಮಾನ ಘೋಷಿಸಲಾಗಿದೆ. ಇತ್ತೀಚೆಗೆ ಆತ ರಾಜ್ಯದ ವಿವಿಧ ಭಾಗಗಳಲ್ಲಿ ತಿರುಗಾಡುತ್ತಿದ್ದ ಎಂಬ ಮಾಹಿತಿ ಲಭ್ಯವಾಗಿದ್ದು, ಪೊಲೀಸರು ಹುಡುಕಾಟ ಮುಂದುವರೆಸಿದ್ದಾರೆ. <box>1089 1532 1469 1658</box>
person-photo-icon <box>800 230 1018 463</box>
kargil-body: ಶ್ರೀನಗರ: 1999ರ ಕಾರ್ಗಿಲ್ ಯುದ್ಧದ ಸಂದರ್ಭದಲ್ಲಿ ಸ್ಫೋಟಗೊಳ್ಳದೆ ಬಿದ್ದಿದ್ದ ಬಾಂಬ್ ಒಂದು 24 ವರ್ಷಗಳ ಬಳಿಕ ಸ್ಫೋಟಗೊಂಡ ಪರಿಣಾಮ ಓರ್ವ ಬಾಲಕ ಸಾವನ್ನಪ್ಪಿದ್ದು, ಇಬ್ಬರು ಗಾಯಗೊಂಡ ಘಟನೆ ಲಡಾಖ್‌ನ ಕಾರ್ಗಿಲ್ ಜಿಲ್ಲೆಯಲ್ಲಿ ನಡೆದಿದೆ. ಗ್ರಾಮದಲ್ಲಿ ಆಟವಾಡುತ್ತಿದ್ದ ಮಕ್ಕಳು ಮಣ್ಣಿನಲ್ಲಿ ಹುದುಗಿದ್ದ ಬಾಂಬ್ ಅನ್ನು ಎತ್ತಿಕೊಂಡಾಗ ಸ್ಫೋಟ ಸಂಭವಿಸಿದೆ. ಗಾಯಾಳುಗಳನ್ನು ಸಮೀಪದ ಆಸ್ಪತ್ರೆಗೆ ದಾಖಲಿಸಲಾಗಿದ್ದು, ಚಿಕಿತ್ಸೆ ಮುಂದುವರೆದಿದೆ. ಸ್ಥಳಕ್ಕೆ ಪೊಲೀಸರು ಹಾಗೂ ಸೇನಾ ಅಧಿಕಾರಿಗಳು ಭೇಟಿ ನೀಡಿ ಪರಿಶೀಲನೆ ನಡೆಸಿದ್ದಾರೆ. ಸ್ಫೋಟದ ಕುರಿತು ಪ್ರಕರಣ ದಾಖಲಿಸಿಕೊಂಡು ತನಿಖೆ ಕೈಗೊಳ್ಳಲಾಗಿದೆ. ಈ ಪ್ರದೇಶದಲ್ಲಿ ಇನ್ನೂ ಸ್ಫೋಟಕಗಳು ಇರಬಹುದಾದ ಸಾಧ್ಯತೆಯಿದ್ದು, ಶೋಧ ಕಾರ್ಯ ನಡೆಸಲಾಗುತ್ತಿದೆ ಎಂದು ಅಧಿಕಾರಿಗಳು ತಿಳಿಸಿದ್ದಾರೆ. <box>868 1443 1079 1674</box>
dks-story <box>495 575 1265 1309</box>
cvigil-headline-2-row <box>102 1782 680 1826</box>
certificate-subtitle: of Appreciation <box>545 1395 625 1406</box>
group-photo-icon <box>102 734 484 1018</box>
